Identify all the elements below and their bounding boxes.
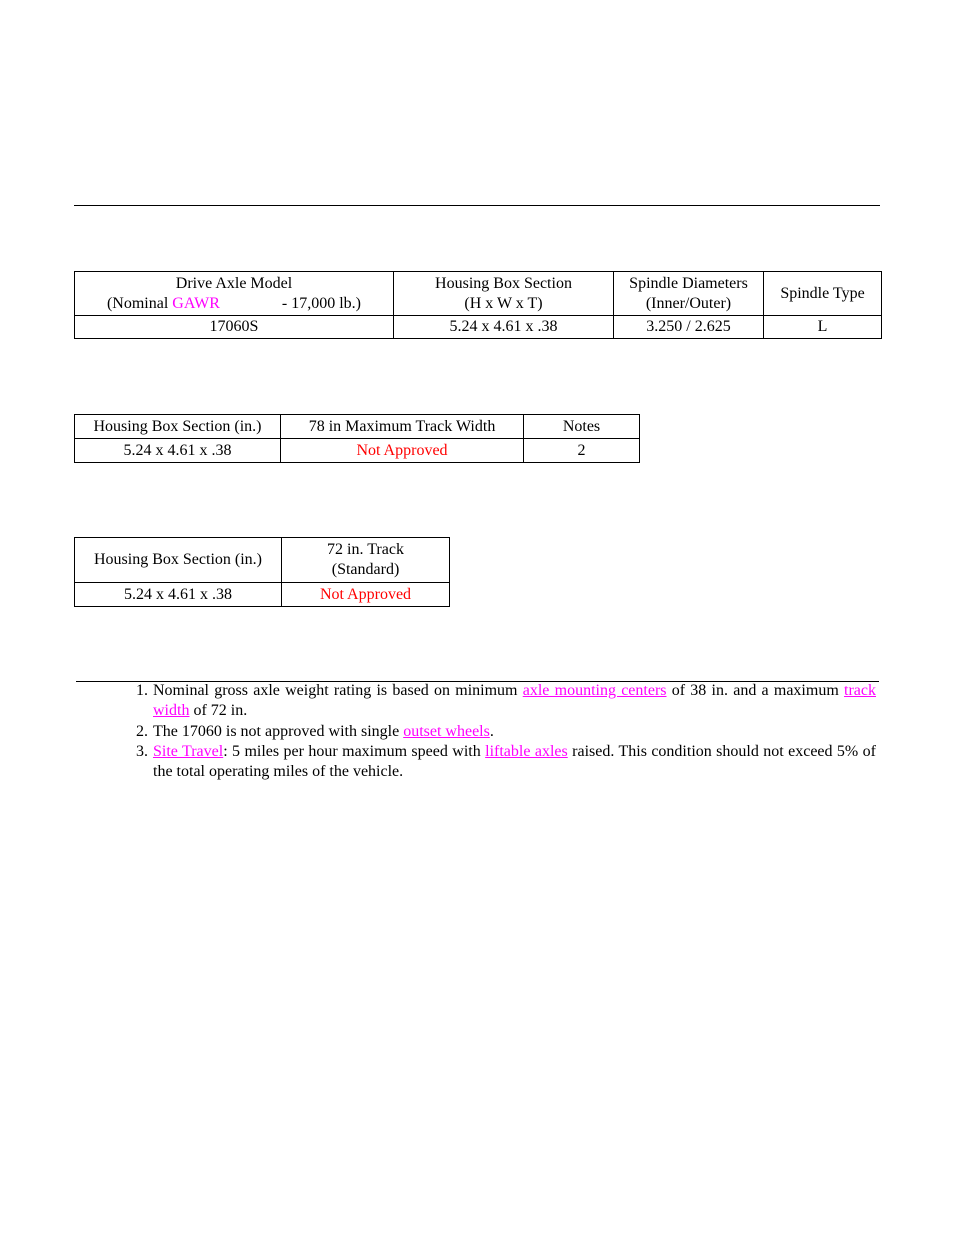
outset-wheels-link[interactable]: outset wheels bbox=[403, 722, 490, 740]
header-notes: Notes bbox=[524, 415, 640, 439]
site-travel-link[interactable]: Site Travel bbox=[153, 742, 224, 760]
drive-axle-table bbox=[74, 271, 882, 339]
liftable-axles-link[interactable]: liftable axles bbox=[485, 742, 568, 760]
track-72-table bbox=[74, 537, 450, 607]
axle-mounting-centers-link[interactable]: axle mounting centers bbox=[522, 682, 667, 699]
table-header-row bbox=[75, 272, 882, 316]
note-2: 2. The 17060 is not approved with single outset wheels. bbox=[136, 722, 494, 740]
cell-box-section: 5.24 x 4.61 x .38 bbox=[394, 316, 614, 339]
status-not-approved: Not Approved bbox=[282, 583, 450, 607]
notes-list bbox=[136, 681, 876, 782]
cell-box-section: 5.24 x 4.61 x .38 bbox=[75, 439, 281, 463]
note-3: 3. Site Travel: 5 miles per hour maximum speed with liftable axles raised. This condition should not exceed 5% of the total operating miles of the vehicle. bbox=[136, 742, 877, 781]
header-housing-box-section: Housing Box Section (in.) bbox=[75, 415, 281, 439]
cell-notes: 2 bbox=[524, 439, 640, 463]
gawr-link[interactable]: GAWR bbox=[172, 294, 220, 312]
header-housing-box-section: Housing Box Section (H x W x T) bbox=[394, 272, 614, 316]
table-header-row bbox=[75, 538, 450, 583]
track-78-table bbox=[74, 414, 640, 463]
table-row bbox=[75, 439, 640, 463]
table-row bbox=[75, 316, 882, 339]
header-72-track-standard: 72 in. Track (Standard) bbox=[282, 538, 450, 583]
header-drive-axle-model: Drive Axle Model (Nominal GAWR - 17,000 lb.) bbox=[75, 272, 394, 316]
header-spindle-diameters: Spindle Diameters (Inner/Outer) bbox=[614, 272, 764, 316]
status-not-approved: Not Approved bbox=[281, 439, 524, 463]
note-1: 1. Nominal gross axle weight rating is based on minimum axle mounting centers of 38 in. and a maximum track width of 72 in. bbox=[136, 682, 876, 720]
table-header-row bbox=[75, 415, 640, 439]
cell-spindle-diameters: 3.250 / 2.625 bbox=[614, 316, 764, 339]
cell-spindle-type: L bbox=[764, 316, 882, 339]
header-spindle-type: Spindle Type bbox=[764, 272, 882, 316]
cell-model: 17060S bbox=[75, 316, 394, 339]
header-housing-box-section: Housing Box Section (in.) bbox=[75, 538, 282, 583]
top-divider bbox=[74, 205, 880, 206]
header-78-track-width: 78 in Maximum Track Width bbox=[281, 415, 524, 439]
table-row bbox=[75, 583, 450, 607]
cell-box-section: 5.24 x 4.61 x .38 bbox=[75, 583, 282, 607]
track-width-link[interactable]: track width bbox=[153, 682, 876, 720]
